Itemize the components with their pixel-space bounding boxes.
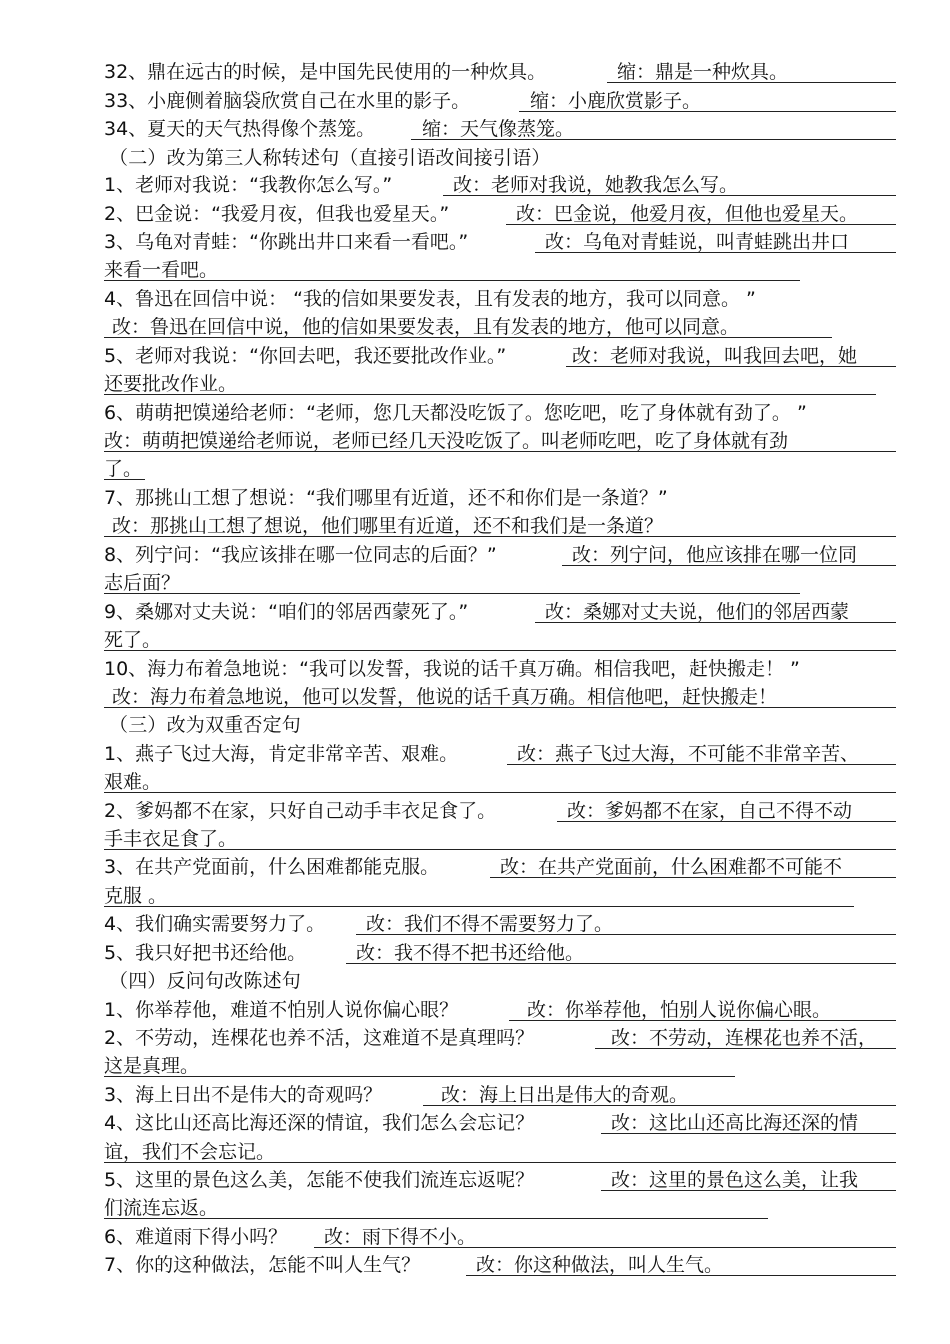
exercise-question: 4、我们确实需要努力了。	[104, 913, 326, 935]
answer-underline	[104, 337, 832, 338]
exercise-answer: 改：那挑山工想了想说，他们哪里有近道，还不和我们是一条道？	[112, 515, 664, 537]
exercise-question: 2、爹妈都不在家，只好自己动手丰衣足食了。	[104, 800, 497, 822]
exercise-answer: 改：萌萌把馍递给老师说，老师已经几天没吃饭了。叫老师吃吧，吃了身体就有劲	[104, 430, 789, 452]
exercise-answer: 来看一看吧。	[104, 259, 219, 281]
section-heading: （三）改为双重否定句	[109, 714, 302, 736]
answer-underline	[507, 764, 896, 765]
answer-underline	[314, 1247, 896, 1248]
exercise-question: 6、萌萌把馍递给老师：“老师，您几天都没吃饭了。您吃吧，吃了身体就有劲了。 ”	[104, 402, 807, 424]
answer-underline	[104, 849, 896, 850]
exercise-question: 34、夏天的天气热得像个蒸笼。	[104, 118, 376, 140]
answer-underline	[104, 792, 896, 793]
section-heading: （二）改为第三人称转述句（直接引语改间接引语）	[109, 147, 551, 169]
answer-underline	[356, 934, 896, 935]
exercise-answer: 缩：小鹿欣赏影子。	[530, 90, 702, 112]
exercise-question: 9、桑娜对丈夫说：“咱们的邻居西蒙死了。”	[104, 601, 469, 623]
exercise-question: 1、燕子飞过大海，肯定非常辛苦、艰难。	[104, 743, 459, 765]
exercise-answer: 缩：天气像蒸笼。	[422, 118, 575, 140]
exercise-question: 1、老师对我说：“我教你怎么写。”	[104, 174, 393, 196]
answer-underline	[346, 963, 896, 964]
exercise-question: 7、你的这种做法，怎能不叫人生气？	[104, 1254, 421, 1276]
exercise-question: 3、海上日出不是伟大的奇观吗？	[104, 1084, 383, 1106]
answer-underline	[104, 1162, 896, 1163]
answer-underline	[411, 139, 896, 140]
exercise-answer: 改：列宁问，他应该排在哪一位同	[572, 544, 858, 566]
answer-underline	[607, 82, 896, 83]
answer-underline	[104, 650, 896, 651]
answer-underline	[595, 1048, 896, 1049]
section-heading: （四）反问句改陈述句	[109, 970, 302, 992]
exercise-question: 32、鼎在远古的时候，是中国先民使用的一种炊具。	[104, 61, 547, 83]
exercise-question: 1、你举荐他，难道不怕别人说你偏心眼？	[104, 999, 459, 1021]
answer-underline	[466, 1275, 896, 1276]
exercise-answer: 改：巴金说，他爱月夜，但他也爱星天。	[516, 203, 859, 225]
exercise-answer: 改：这里的景色这么美，让我	[611, 1169, 859, 1191]
exercise-question: 5、老师对我说：“你回去吧，我还要批改作业。”	[104, 345, 507, 367]
answer-underline	[423, 1105, 896, 1106]
exercise-answer: 改：老师对我说，她教我怎么写。	[453, 174, 739, 196]
exercise-answer: 缩：鼎是一种炊具。	[617, 61, 789, 83]
exercise-answer: 了。	[104, 458, 143, 480]
exercise-answer: 改：你举荐他，怕别人说你偏心眼。	[527, 999, 832, 1021]
answer-underline	[509, 1020, 896, 1021]
exercise-answer: 改：我们不得不需要努力了。	[366, 913, 614, 935]
answer-underline	[104, 280, 800, 281]
answer-underline	[104, 906, 854, 907]
exercise-answer: 谊，我们不会忘记。	[104, 1141, 276, 1163]
answer-underline	[104, 593, 800, 594]
exercise-answer: 死了。	[104, 629, 162, 651]
answer-underline	[566, 366, 896, 367]
exercise-question: 10、海力布着急地说：“我可以发誓，我说的话千真万确。相信我吧，赶快搬走！ ”	[104, 658, 800, 680]
exercise-answer: 改：我不得不把书还给他。	[356, 942, 585, 964]
exercise-answer: 改：海力布着急地说，他可以发誓，他说的话千真万确。相信他吧，赶快搬走！	[112, 686, 778, 708]
exercise-answer: 志后面？	[104, 572, 181, 594]
exercise-answer: 改：不劳动，连棵花也养不活，	[611, 1027, 878, 1049]
answer-underline	[601, 1133, 896, 1134]
answer-underline	[104, 479, 145, 480]
exercise-answer: 改：你这种做法，叫人生气。	[476, 1254, 724, 1276]
exercise-answer: 还要批改作业。	[104, 373, 238, 395]
answer-underline	[490, 877, 896, 878]
exercise-question: 2、不劳动，连棵花也养不活，这难道不是真理吗？	[104, 1027, 535, 1049]
exercise-question: 7、那挑山工想了想说：“我们哪里有近道，还不和你们是一条道？”	[104, 487, 668, 509]
answer-underline	[535, 252, 896, 253]
answer-underline	[104, 1218, 768, 1219]
exercise-answer: 这是真理。	[104, 1055, 200, 1077]
exercise-answer: 改：鲁迅在回信中说，他的信如果要发表，且有发表的地方，他可以同意。	[112, 316, 740, 338]
exercise-answer: 改：雨下得不小。	[324, 1226, 477, 1248]
exercise-question: 4、这比山还高比海还深的情谊，我们怎么会忘记？	[104, 1112, 535, 1134]
exercise-question: 6、难道雨下得小吗？	[104, 1226, 288, 1248]
exercise-question: 4、鲁迅在回信中说： “我的信如果要发表，且有发表的地方，我可以同意。 ”	[104, 288, 756, 310]
exercise-answer: 艰难。	[104, 771, 162, 793]
answer-underline	[104, 451, 896, 452]
exercise-answer: 改：在共产党面前，什么困难都不可能不	[500, 856, 843, 878]
answer-underline	[104, 394, 876, 395]
exercise-question: 8、列宁问：“我应该排在哪一位同志的后面？”	[104, 544, 497, 566]
answer-underline	[557, 821, 896, 822]
exercise-question: 2、巴金说：“我爱月夜，但我也爱星天。”	[104, 203, 450, 225]
exercise-question: 3、乌龟对青蛙：“你跳出井口来看一看吧。”	[104, 231, 469, 253]
exercise-answer: 改：桑娜对丈夫说，他们的邻居西蒙	[545, 601, 850, 623]
exercise-answer: 手丰衣足食了。	[104, 828, 238, 850]
exercise-answer: 克服 。	[104, 885, 168, 907]
exercise-answer: 改：乌龟对青蛙说，叫青蛙跳出井口	[545, 231, 850, 253]
answer-underline	[104, 707, 896, 708]
answer-underline	[104, 1076, 735, 1077]
answer-underline	[519, 111, 896, 112]
exercise-question: 3、在共产党面前，什么困难都能克服。	[104, 856, 440, 878]
answer-underline	[535, 622, 896, 623]
answer-underline	[104, 536, 896, 537]
exercise-question: 5、这里的景色这么美，怎能不使我们流连忘返呢？	[104, 1169, 535, 1191]
exercise-answer: 改：燕子飞过大海，不可能不非常辛苦、	[517, 743, 860, 765]
answer-underline	[506, 224, 896, 225]
exercise-answer: 改：这比山还高比海还深的情	[611, 1112, 859, 1134]
exercise-question: 33、小鹿侧着脑袋欣赏自己在水里的影子。	[104, 90, 471, 112]
answer-underline	[562, 565, 896, 566]
exercise-answer: 改：老师对我说，叫我回去吧，她	[572, 345, 858, 367]
answer-underline	[443, 195, 896, 196]
exercise-question: 5、我只好把书还给他。	[104, 942, 307, 964]
exercise-answer: 改：爹妈都不在家，自己不得不动	[567, 800, 853, 822]
exercise-answer: 改：海上日出是伟大的奇观。	[441, 1084, 689, 1106]
exercise-answer: 们流连忘返。	[104, 1197, 219, 1219]
answer-underline	[601, 1190, 896, 1191]
